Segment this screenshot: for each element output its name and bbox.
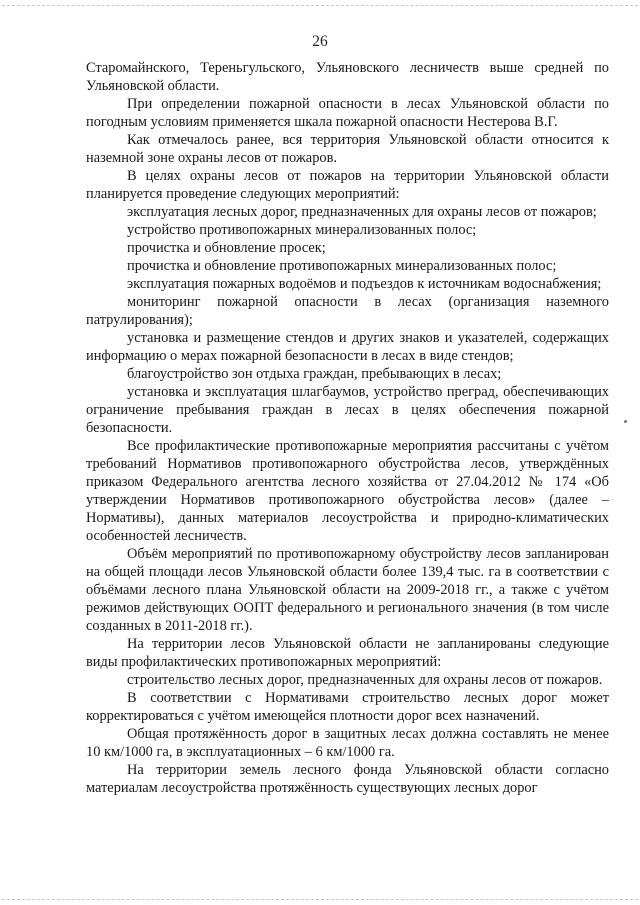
list-item: установка и эксплуатация шлагбаумов, устройство преград, обеспечивающих ограничение пребывания граждан в лесах в целях обеспечения пожарной безопасности.	[86, 384, 609, 436]
body-text	[86, 59, 609, 797]
list-item: благоустройство зон отдыха граждан, пребывающих в лесах;	[127, 366, 502, 382]
list-item: устройство противопожарных минерализованных полос;	[127, 222, 477, 238]
paragraph: На территории лесов Ульяновской области не запланированы следующие виды профилактических противопожарных мероприятий:	[86, 636, 609, 670]
scan-border-top	[2, 5, 638, 6]
paragraph: В целях охраны лесов от пожаров на территории Ульяновской области планируется проведение следующих мероприятий:	[86, 168, 609, 202]
paragraph: Объём мероприятий по противопожарному обустройству лесов запланирован на общей площади лесов Ульяновской области более 139,4 тыс. га в соответствии с объёмами лесного плана Ульяновской области на 2009-2018 гг., а также с учётом режимов действующих ООПТ федерального и регионального значения (в том числе созданных в 2011-2018 гг.).	[86, 546, 609, 634]
paragraph: В соответствии с Нормативами строительство лесных дорог может корректироваться с учётом имеющейся плотности дорог всех назначений.	[86, 690, 609, 724]
paragraph: Все профилактические противопожарные мероприятия рассчитаны с учётом требований Нормативов противопожарного обустройства лесов, утверждённых приказом Федерального агентства лесного хозяйства от 27.04.2012 № 174 «Об утверждении Нормативов противопожарного обустройства лесов» (далее – Нормативы), данных материалов лесоустройства и природно-климатических особенностей лесничеств.	[86, 438, 609, 544]
list-item: эксплуатация лесных дорог, предназначенных для охраны лесов от пожаров;	[127, 204, 597, 220]
paragraph: Как отмечалось ранее, вся территория Ульяновской области относится к наземной зоне охраны лесов от пожаров.	[86, 132, 609, 166]
list-item: прочистка и обновление противопожарных минерализованных полос;	[127, 258, 557, 274]
page-number: 26	[312, 33, 328, 50]
paragraph: Старомайнского, Тереньгульского, Ульяновского лесничеств выше средней по Ульяновской области.	[86, 60, 609, 94]
paragraph: На территории земель лесного фонда Ульяновской области согласно материалам лесоустройства протяжённость существующих лесных дорог	[86, 762, 609, 796]
paragraph: Общая протяжённость дорог в защитных лесах должна составлять не менее 10 км/1000 га, в эксплуатационных – 6 км/1000 га.	[86, 726, 609, 760]
list-item: эксплуатация пожарных водоёмов и подъездов к источникам водоснабжения;	[127, 276, 602, 292]
list-item: установка и размещение стендов и других знаков и указателей, содержащих информацию о мерах пожарной безопасности в лесах в виде стендов;	[86, 330, 609, 364]
scan-border-bottom	[2, 899, 638, 900]
list-item: мониторинг пожарной опасности в лесах (организация наземного патрулирования);	[86, 294, 609, 328]
list-item: строительство лесных дорог, предназначенных для охраны лесов от пожаров.	[127, 672, 603, 688]
paragraph: При определении пожарной опасности в лесах Ульяновской области по погодным условиям применяется шкала пожарной опасности Нестерова В.Г.	[86, 96, 609, 130]
scan-speck	[624, 420, 627, 423]
list-item: прочистка и обновление просек;	[127, 240, 326, 256]
